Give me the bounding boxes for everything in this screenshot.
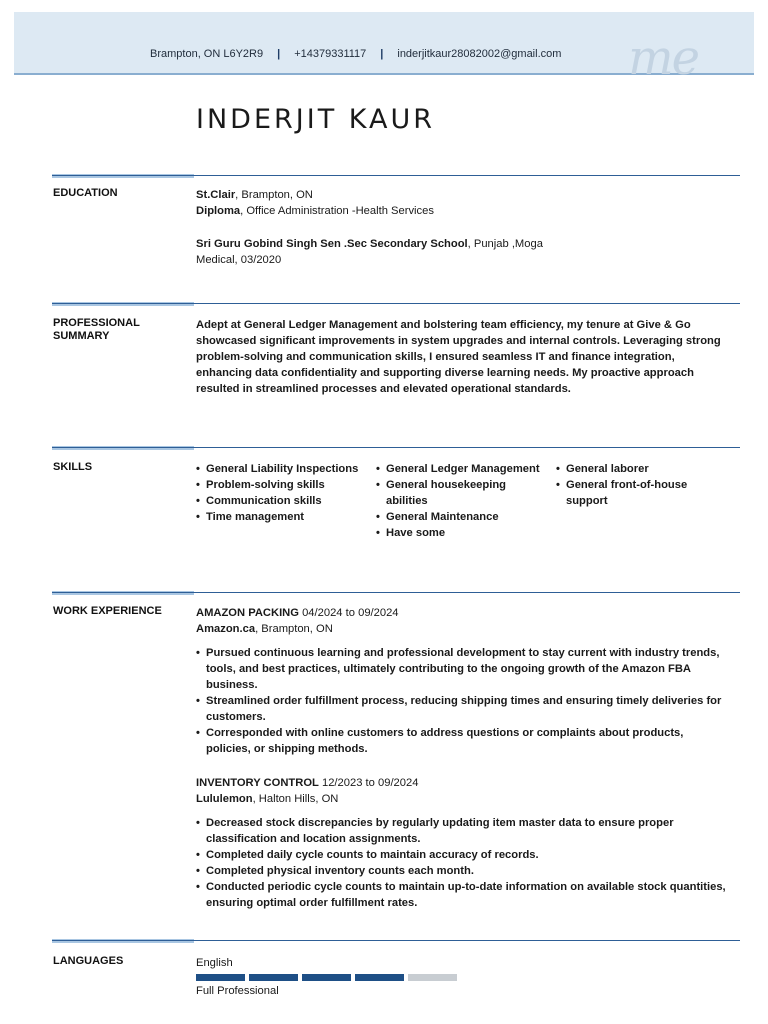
language-level-segment: [302, 974, 351, 981]
job-to: to: [345, 607, 355, 619]
contact-phone[interactable]: +14379331117: [294, 48, 367, 60]
job-header: [196, 605, 726, 637]
skill-item: • Communication skills: [196, 493, 366, 509]
job-company: Lululemon: [196, 793, 253, 805]
education-entry: [196, 187, 726, 219]
skill-item: • General front-of-house support: [556, 477, 726, 509]
education-school: St.Clair: [196, 189, 236, 201]
language-level-bar: [196, 974, 726, 981]
section-title-skills: SKILLS: [53, 461, 93, 473]
job-entry: [196, 775, 726, 911]
section-divider: [52, 591, 740, 595]
section-title-work: WORK EXPERIENCE: [53, 605, 162, 617]
job-bullet: • Pursued continuous learning and professional development to stay current with industry trends, tools, and best practices, ultimately contributing to the ongoing growth of the Amazon FBA business.: [196, 645, 726, 693]
education-detail: Medical, 03/2020: [196, 254, 282, 266]
work-list: [196, 605, 726, 911]
job-header: [196, 775, 726, 807]
job-entry: [196, 605, 726, 757]
language-level-label: Full Professional: [196, 985, 279, 997]
job-title: INVENTORY CONTROL: [196, 777, 319, 789]
contact-line: [150, 48, 561, 60]
education-field: , Office Administration -Health Services: [240, 205, 434, 217]
skills-column-3: [556, 461, 726, 509]
skills-column-1: [196, 461, 366, 525]
section-divider: [52, 939, 740, 943]
skill-item: • General laborer: [556, 461, 726, 477]
skill-item: • General Ledger Management: [376, 461, 546, 477]
separator: |: [380, 48, 384, 60]
watermark: me: [628, 30, 698, 86]
job-end: 09/2024: [358, 607, 399, 619]
education-list: [196, 187, 726, 268]
job-end: 09/2024: [378, 777, 419, 789]
skill-item: • Time management: [196, 509, 366, 525]
separator: |: [277, 48, 281, 60]
job-location: , Halton Hills, ON: [252, 793, 339, 805]
skills-column-2: [376, 461, 546, 541]
job-company: Amazon.ca: [196, 623, 256, 635]
education-school: Sri Guru Gobind Singh Sen .Sec Secondary School: [196, 238, 468, 250]
job-bullet: • Conducted periodic cycle counts to maintain up-to-date information on available stock quantities, ensuring optimal order fulfillment rates.: [196, 879, 726, 911]
section-divider: [52, 302, 740, 306]
language-level-segment: [355, 974, 404, 981]
section-title-education: EDUCATION: [53, 187, 118, 199]
job-bullet: • Streamlined order fulfillment process, reducing shipping times and ensuring timely deliveries for customers.: [196, 693, 726, 725]
contact-location: Brampton, ON L6Y2R9: [150, 48, 264, 60]
education-entry: [196, 236, 726, 268]
candidate-name: INDERJIT KAUR: [196, 104, 435, 135]
job-bullet: • Completed daily cycle counts to maintain accuracy of records.: [196, 847, 726, 863]
job-bullet: • Corresponded with online customers to address questions or complaints about products, policies, or shipping methods.: [196, 725, 726, 757]
section-divider: [52, 446, 740, 450]
skill-item: • General Maintenance: [376, 509, 546, 525]
job-bullets: [196, 645, 726, 757]
summary-text: Adept at General Ledger Management and bolstering team efficiency, my tenure at Give & Go showcased significant improvements in system upgrades and internal controls. Leveraging strong problem-solving and communication skills, I ensured seamless IT and finance integration, enhancing data confidentiality and supporting diverse learning needs. My proactive approach resulted in streamlined processes and elevated operational standards.: [196, 319, 721, 395]
job-start: 12/2023: [321, 777, 363, 789]
skill-item: • General housekeeping abilities: [376, 477, 546, 509]
language-level-segment: [249, 974, 298, 981]
section-title-summary: PROFESSIONAL SUMMARY: [53, 317, 140, 342]
language-name: English: [196, 957, 233, 969]
skill-item: • Have some: [376, 525, 546, 541]
job-start: 04/2024: [302, 607, 343, 619]
job-location: , Brampton, ON: [255, 623, 333, 635]
skill-item: • General Liability Inspections: [196, 461, 366, 477]
contact-email[interactable]: inderjitkaur28082002@gmail.com: [397, 48, 562, 60]
section-title-languages: LANGUAGES: [53, 955, 124, 967]
language-entry: [196, 955, 726, 999]
skill-item: • Problem-solving skills: [196, 477, 366, 493]
job-bullet: • Decreased stock discrepancies by regularly updating item master data to ensure proper classification and location assignments.: [196, 815, 726, 847]
job-title: AMAZON PACKING: [196, 607, 299, 619]
job-bullet: • Completed physical inventory counts each month.: [196, 863, 726, 879]
education-degree: Diploma: [196, 205, 241, 217]
language-level-segment: [408, 974, 457, 981]
job-bullets: [196, 815, 726, 911]
job-to: to: [365, 777, 375, 789]
education-location: , Brampton, ON: [235, 189, 313, 201]
education-location: , Punjab ,Moga: [467, 238, 543, 250]
language-level-segment: [196, 974, 245, 981]
section-divider: [52, 174, 740, 178]
